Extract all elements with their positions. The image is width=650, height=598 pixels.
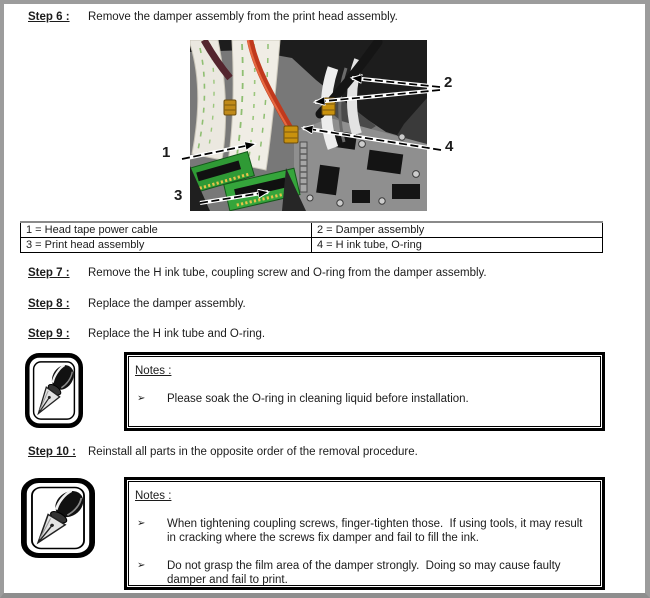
notes-box-2: [124, 477, 605, 590]
legend-cell-2: 2 = Damper assembly: [312, 222, 603, 238]
step-8-row: [28, 297, 246, 311]
step-label: Step 7 :: [28, 267, 70, 279]
note-item: [137, 517, 594, 545]
notes-box-1: [124, 352, 605, 431]
step-text: Replace the damper assembly.: [88, 298, 246, 310]
callout-2: 2: [444, 74, 453, 91]
legend-row: [21, 238, 603, 253]
step-9-row: [28, 327, 265, 341]
print-head-figure: [152, 38, 470, 215]
legend-cell-1: 1 = Head tape power cable: [21, 222, 312, 238]
step-label: Step 10 :: [28, 446, 76, 458]
legend-cell-3: 3 = Print head assembly: [21, 238, 312, 253]
bullet-arrow-icon: ➢: [137, 560, 146, 571]
step-text: Remove the damper assembly from the print head assembly.: [88, 11, 398, 23]
step-label: Step 9 :: [28, 328, 70, 340]
legend-table: [20, 221, 603, 253]
bullet-arrow-icon: ➢: [137, 518, 146, 529]
callout-4: 4: [445, 138, 454, 155]
step-6-row: [28, 10, 398, 24]
legend-row: [21, 222, 603, 238]
callout-arrows: [152, 38, 470, 215]
step-label: Step 6 :: [28, 11, 70, 23]
step-7-row: [28, 266, 487, 280]
fountain-pen-icon: [25, 353, 83, 428]
note-text: Do not grasp the film area of the damper strongly. Doing so may cause faulty damper and fail to print.: [167, 560, 561, 586]
arrow-to-damper-2: [315, 90, 440, 102]
step-text: Remove the H ink tube, coupling screw and O-ring from the damper assembly.: [88, 267, 487, 279]
step-label: Step 8 :: [28, 298, 70, 310]
step-text: Reinstall all parts in the opposite order of the removal procedure.: [88, 446, 418, 458]
notes-heading: Notes :: [135, 490, 172, 502]
step-text: Replace the H ink tube and O-ring.: [88, 328, 266, 340]
step-10-row: [28, 445, 418, 459]
callout-1: 1: [162, 144, 171, 161]
legend-cell-4: 4 = H ink tube, O-ring: [312, 238, 603, 253]
note-item: [137, 559, 594, 587]
bullet-arrow-icon: ➢: [137, 393, 146, 404]
note-text: Please soak the O-ring in cleaning liquid before installation.: [167, 393, 469, 405]
callout-3: 3: [174, 187, 183, 204]
notes-heading: Notes :: [135, 365, 172, 377]
note-text: When tightening coupling screws, finger-tighten those. If using tools, it may result in cracking where the screws fix damper and fail to fill the ink.: [167, 518, 583, 544]
note-item: [137, 392, 594, 406]
fountain-pen-icon: [21, 478, 95, 558]
